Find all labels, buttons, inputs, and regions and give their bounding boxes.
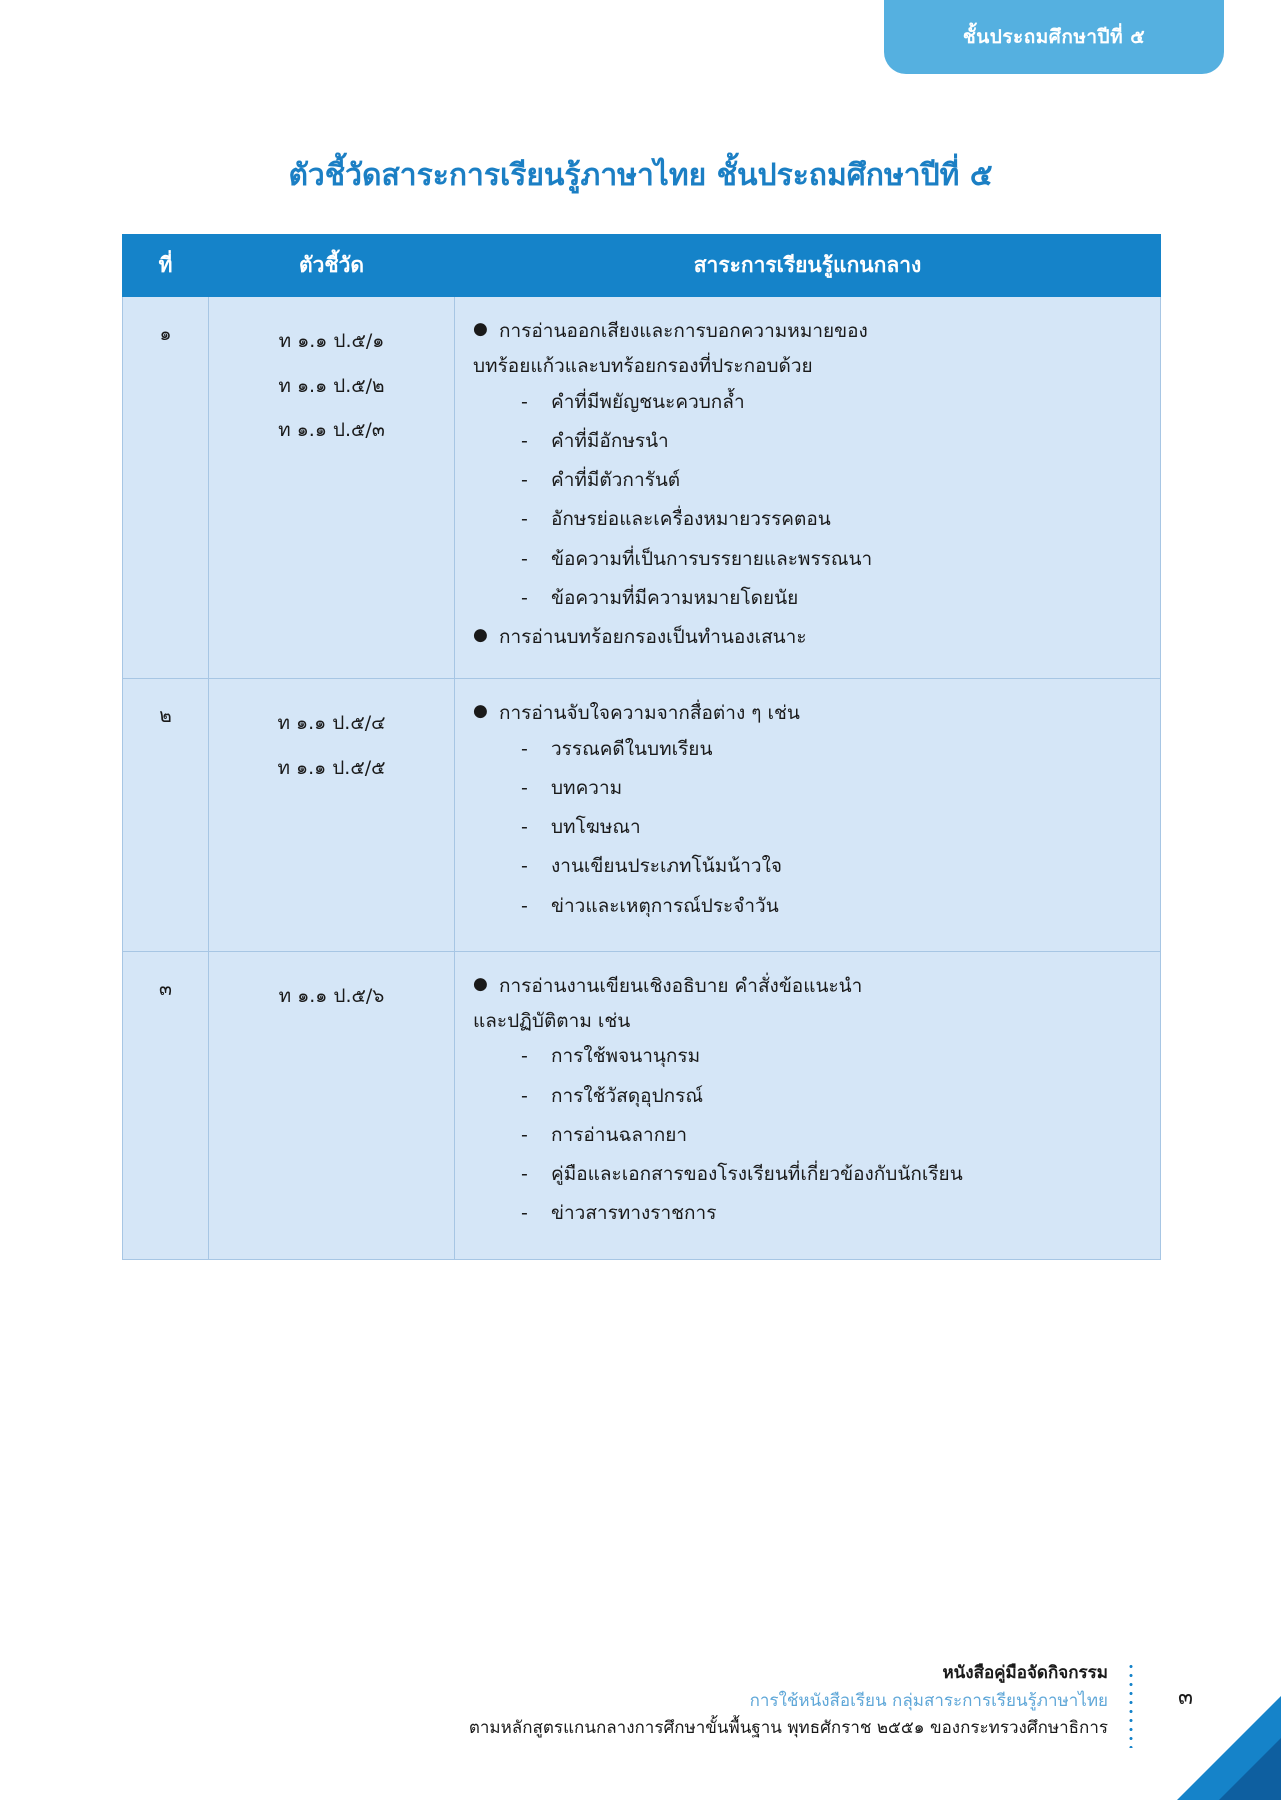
row-number: ๑ <box>123 297 209 679</box>
content-text: คำที่มีตัวการันต์ <box>551 469 681 491</box>
content-dash-item <box>473 890 1146 923</box>
dash-icon: - <box>521 776 528 799</box>
content-bullet-item <box>473 697 1146 730</box>
table-header <box>123 235 1161 297</box>
indicators-table <box>122 234 1161 1260</box>
table-body <box>123 297 1161 1260</box>
content-text: การอ่านงานเขียนเชิงอธิบาย คำสั่งข้อแนะนำ <box>499 974 863 997</box>
content-text: งานเขียนประเภทโน้มน้าวใจ <box>551 855 783 878</box>
footer-text-block <box>469 1660 1108 1742</box>
dash-icon: - <box>521 508 528 531</box>
content-text: การใช้วัสดุอุปกรณ์ <box>551 1084 703 1107</box>
content-dash-item <box>473 733 1146 766</box>
dash-icon: - <box>521 894 528 917</box>
content-text: การอ่านฉลากยา <box>551 1123 688 1146</box>
bullet-icon: ● <box>473 701 488 722</box>
bullet-icon: ● <box>473 973 488 994</box>
bullet-icon: ● <box>473 319 488 339</box>
dash-icon: - <box>521 586 528 609</box>
dash-icon: - <box>521 547 528 570</box>
content-dash-item <box>473 425 1146 458</box>
corner-decoration <box>1177 1696 1281 1800</box>
table-header-row <box>123 235 1161 297</box>
content-text: ข่าวสารทางราชการ <box>551 1202 717 1225</box>
content-dash-item <box>473 772 1146 805</box>
indicator-code: ท ๑.๑ ป.๕/๖ <box>278 984 385 1007</box>
grade-level-label: ชั้นประถมศึกษาปีที่ ๕ <box>962 26 1146 48</box>
content-text: ข้อความที่เป็นการบรรยายและพรรณนา <box>551 547 873 570</box>
footer-line-2: การใช้หนังสือเรียน กลุ่มสาระการเรียนรู้ภาษาไทย <box>749 1690 1108 1711</box>
content-text: การอ่านออกเสียงและการบอกความหมายของ <box>499 320 868 342</box>
dash-icon: - <box>521 855 528 878</box>
content-bullet-item <box>473 315 1146 348</box>
table-row <box>123 951 1161 1259</box>
content-text: อักษรย่อและเครื่องหมายวรรคตอน <box>551 508 831 531</box>
content-dash-item <box>473 1080 1146 1113</box>
row-core-content <box>455 951 1161 1259</box>
page-number: ๓ <box>1177 1685 1193 1710</box>
dash-icon: - <box>521 1163 528 1185</box>
corner-triangle-dark <box>1219 1738 1281 1800</box>
indicator-code: ท ๑.๑ ป.๕/๔ <box>277 712 386 735</box>
footer-line-1: หนังสือคู่มือจัดกิจกรรม <box>942 1663 1108 1684</box>
row-indicator-codes <box>209 679 455 952</box>
footer-line-3: ตามหลักสูตรแกนกลางการศึกษาขั้นพื้นฐาน พุทธศักราช ๒๕๕๑ ของกระทรวงศึกษาธิการ <box>468 1717 1108 1738</box>
content-dash-item <box>473 543 1146 576</box>
content-continuation: บทร้อยแก้วและบทร้อยกรองที่ประกอบด้วย <box>473 355 813 378</box>
row-indicator-codes <box>209 951 455 1259</box>
content-dash-item <box>473 1158 1146 1191</box>
content-dash-item <box>473 386 1146 419</box>
bullet-icon: ● <box>473 625 488 645</box>
indicator-code: ท ๑.๑ ป.๕/๓ <box>278 419 385 442</box>
content-text: วรรณคดีในบทเรียน <box>551 737 713 760</box>
dash-icon: - <box>521 1202 528 1225</box>
content-text: การใช้พจนานุกรม <box>551 1045 701 1068</box>
content-text: ข้อความที่มีความหมายโดยนัย <box>551 586 799 609</box>
dash-icon: - <box>521 1084 528 1107</box>
row-core-content <box>455 679 1161 952</box>
indicator-code: ท ๑.๑ ป.๕/๕ <box>277 756 386 779</box>
content-dash-item <box>473 1119 1146 1152</box>
page-title: ตัวชี้วัดสาระการเรียนรู้ภาษาไทย ชั้นประถมศึกษาปีที่ ๕ <box>288 158 993 193</box>
content-text: การอ่านจับใจความจากสื่อต่าง ๆ เช่น <box>499 702 800 725</box>
grade-level-tab <box>884 0 1224 74</box>
content-dash-item <box>473 1040 1146 1073</box>
content-text: การอ่านบทร้อยกรองเป็นทำนองเสนาะ <box>499 626 807 648</box>
content-continuation: และปฏิบัติตาม เช่น <box>473 1010 631 1032</box>
footer-dotted-divider <box>1129 1662 1133 1748</box>
content-dash-item <box>473 582 1146 615</box>
dash-icon: - <box>521 737 528 760</box>
dash-icon: - <box>521 1123 528 1146</box>
indicator-code: ท ๑.๑ ป.๕/๒ <box>278 374 385 397</box>
content-dash-item <box>473 464 1146 497</box>
content-bullet-item <box>473 621 1146 654</box>
content-text: บทความ <box>551 776 623 799</box>
table-row <box>123 297 1161 679</box>
row-number: ๓ <box>123 951 209 1259</box>
content-text: บทโฆษณา <box>551 816 641 838</box>
indicator-code: ท ๑.๑ ป.๕/๑ <box>278 330 385 352</box>
dash-icon: - <box>521 816 528 838</box>
column-header-no: ที่ <box>123 235 209 297</box>
column-header-core-content: สาระการเรียนรู้แกนกลาง <box>455 235 1161 297</box>
content-dash-item <box>473 850 1146 883</box>
content-text: คำที่มีอักษรนำ <box>551 429 669 452</box>
dash-icon: - <box>521 390 528 413</box>
content-dash-item <box>473 1197 1146 1230</box>
content-text: ข่าวและเหตุการณ์ประจำวัน <box>551 894 779 917</box>
indicators-table-wrapper <box>122 234 1160 1260</box>
content-bullet-item <box>473 970 1146 1003</box>
content-dash-item <box>473 503 1146 536</box>
dash-icon: - <box>521 1045 528 1068</box>
row-indicator-codes <box>209 297 455 679</box>
row-core-content <box>455 297 1161 679</box>
content-dash-item <box>473 811 1146 844</box>
content-text: คู่มือและเอกสารของโรงเรียนที่เกี่ยวข้องกับนักเรียน <box>551 1163 963 1185</box>
dash-icon: - <box>521 429 528 452</box>
content-text: คำที่มีพยัญชนะควบกล้ำ <box>551 390 745 413</box>
table-row <box>123 679 1161 952</box>
row-number: ๒ <box>123 679 209 952</box>
dash-icon: - <box>521 469 528 491</box>
column-header-indicator: ตัวชี้วัด <box>209 235 455 297</box>
